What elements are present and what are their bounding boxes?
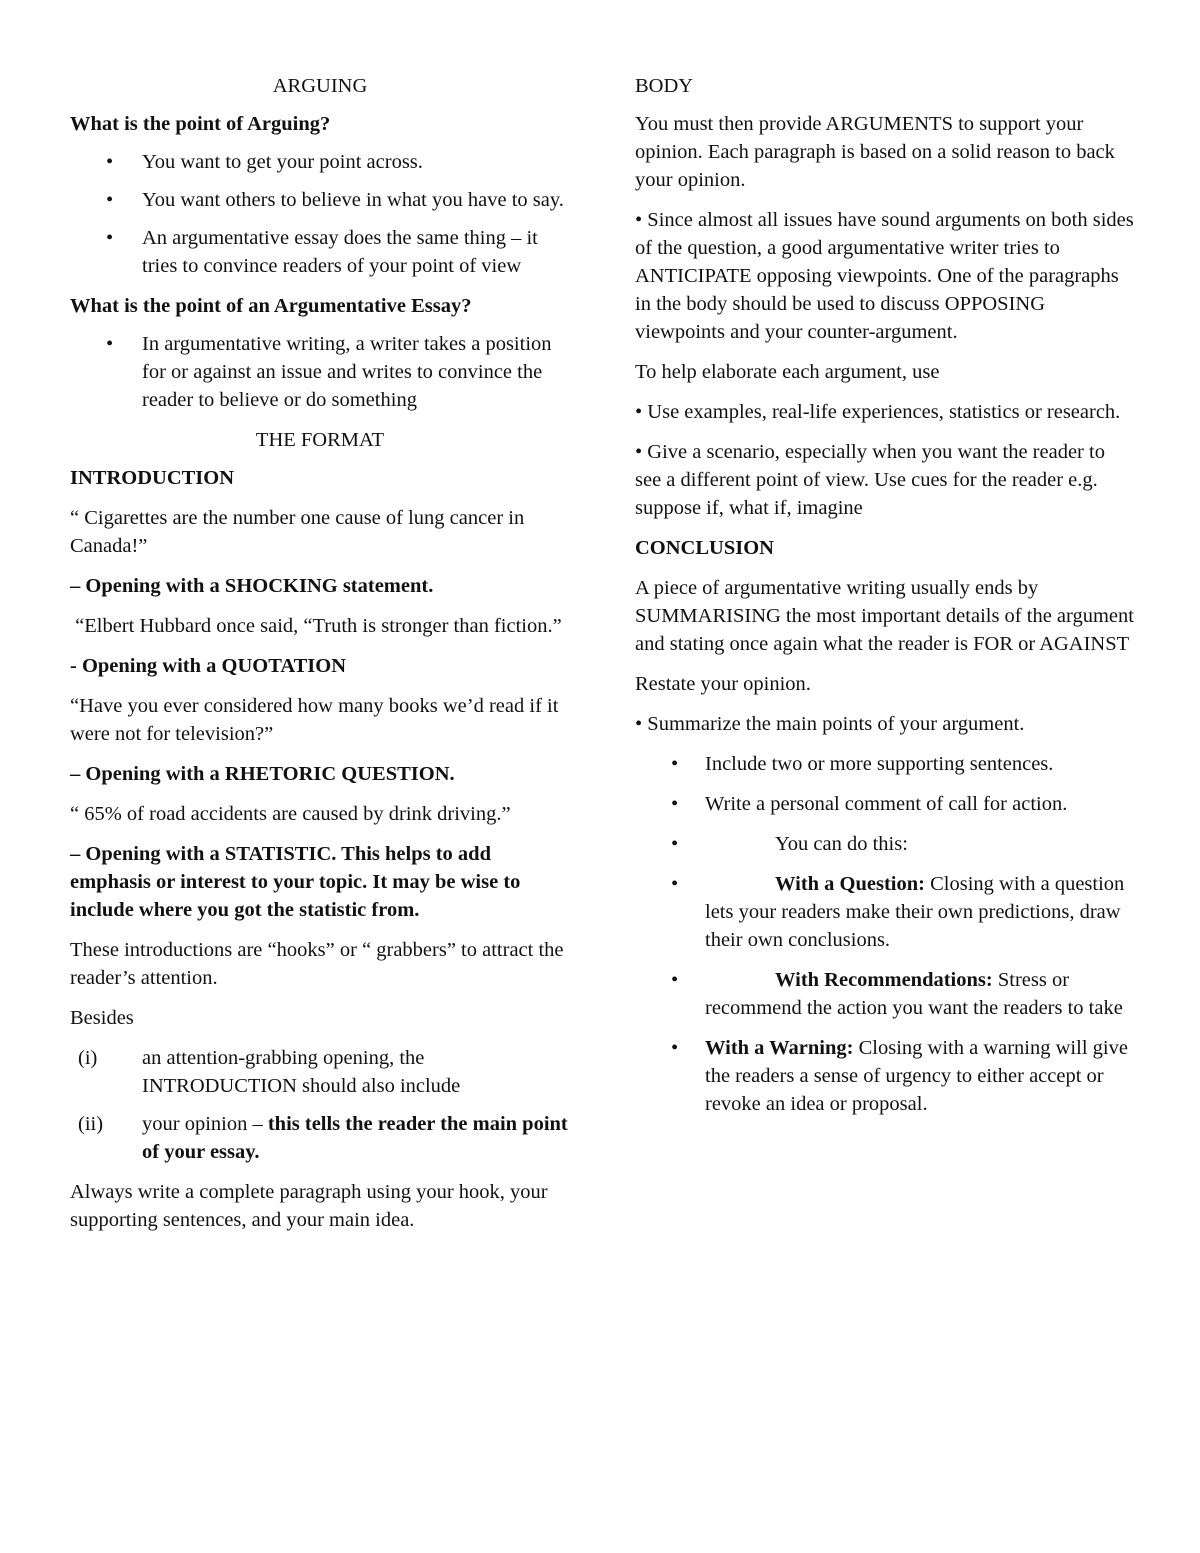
list-item: • You want to get your point across. bbox=[70, 148, 570, 176]
question-essay: What is the point of an Argumentative Essay? bbox=[70, 295, 472, 317]
question-arguing: What is the point of Arguing? bbox=[70, 113, 331, 135]
body-paragraph: • Use examples, real-life experiences, statistics or research. bbox=[635, 401, 1121, 423]
example-rhetoric: “Have you ever considered how many books we’d read if it were not for television?” bbox=[70, 695, 559, 745]
bullet-icon: • bbox=[671, 753, 679, 775]
label-shocking: – Opening with a SHOCKING statement. bbox=[70, 575, 434, 597]
label-quotation: - Opening with a QUOTATION bbox=[70, 655, 347, 677]
intro-requirements-list bbox=[70, 1044, 570, 1166]
bullet-icon: • bbox=[671, 873, 679, 895]
right-column bbox=[635, 72, 1135, 1130]
conclusion-paragraph: Restate your opinion. bbox=[635, 673, 811, 695]
bullet-icon: • bbox=[671, 1037, 679, 1059]
list-item: • Include two or more supporting sentences. bbox=[635, 750, 1135, 778]
conclusion-paragraph: A piece of argumentative writing usually ends by SUMMARISING the most important details of the argument and stating once again what the reader is FOR or AGAINST bbox=[635, 577, 1134, 655]
list-item: • With Recommendations: Stress or recommend the action you want the readers to take bbox=[635, 966, 1135, 1022]
list-item: • With a Question: Closing with a question lets your readers make their own predictions, draw their own conclusions. bbox=[635, 870, 1135, 954]
example-quotation: “Elbert Hubbard once said, “Truth is stronger than fiction.” bbox=[70, 615, 562, 637]
list-item: (i) an attention-grabbing opening, the INTRODUCTION should also include bbox=[70, 1044, 570, 1100]
format-title: THE FORMAT bbox=[255, 429, 385, 451]
example-shocking: “ Cigarettes are the number one cause of lung cancer in Canada!” bbox=[70, 507, 525, 557]
list-item: • You want others to believe in what you have to say. bbox=[70, 186, 570, 214]
label-statistic: – Opening with a STATISTIC. This helps to add emphasis or interest to your topic. It may be wise to include where you got the statistic from. bbox=[70, 843, 521, 921]
body-paragraph: You must then provide ARGUMENTS to support your opinion. Each paragraph is based on a solid reason to back your opinion. bbox=[635, 113, 1115, 191]
doc-title: ARGUING bbox=[272, 75, 368, 97]
bullet-icon: • bbox=[671, 793, 679, 815]
list-item: • With a Warning: Closing with a warning will give the readers a sense of urgency to either accept or revoke an idea or proposal. bbox=[635, 1034, 1135, 1118]
bullet-icon: • bbox=[106, 333, 114, 355]
body-heading: BODY bbox=[635, 75, 694, 97]
body-paragraph: • Give a scenario, especially when you want the reader to see a different point of view. Use cues for the reader e.g. suppose if, what if, imagine bbox=[635, 441, 1105, 519]
arguing-list bbox=[70, 148, 570, 280]
introduction-heading: INTRODUCTION bbox=[70, 467, 235, 489]
bullet-icon: • bbox=[671, 833, 679, 855]
besides-text: Besides bbox=[70, 1007, 134, 1029]
body-paragraph: To help elaborate each argument, use bbox=[635, 361, 940, 383]
label-rhetoric: – Opening with a RHETORIC QUESTION. bbox=[70, 763, 455, 785]
bullet-icon: • bbox=[106, 151, 114, 173]
left-column bbox=[70, 72, 570, 1246]
conclusion-paragraph: • Summarize the main points of your argument. bbox=[635, 713, 1025, 735]
roman-numeral: (i) bbox=[78, 1047, 98, 1069]
list-item: • You can do this: bbox=[635, 830, 1135, 858]
closing-paragraph: Always write a complete paragraph using your hook, your supporting sentences, and your main idea. bbox=[70, 1181, 548, 1231]
hooks-paragraph: These introductions are “hooks” or “ grabbers” to attract the reader’s attention. bbox=[70, 939, 564, 989]
example-statistic: “ 65% of road accidents are caused by drink driving.” bbox=[70, 803, 511, 825]
list-item: (ii) your opinion – this tells the reader the main point of your essay. bbox=[70, 1110, 570, 1166]
bullet-icon: • bbox=[106, 189, 114, 211]
list-item: • In argumentative writing, a writer takes a position for or against an issue and writes to convince the reader to believe or do something bbox=[70, 330, 570, 414]
body-paragraph: • Since almost all issues have sound arguments on both sides of the question, a good argumentative writer tries to ANTICIPATE opposing viewpoints. One of the paragraphs in the body should be used to discuss OPPOSING viewpoints and your counter-argument. bbox=[635, 209, 1134, 343]
list-item: • Write a personal comment of call for action. bbox=[635, 790, 1135, 818]
list-item: • An argumentative essay does the same thing – it tries to convince readers of your point of view bbox=[70, 224, 570, 280]
roman-numeral: (ii) bbox=[78, 1113, 104, 1135]
conclusion-heading: CONCLUSION bbox=[635, 537, 774, 559]
bullet-icon: • bbox=[106, 227, 114, 249]
bullet-icon: • bbox=[671, 969, 679, 991]
essay-list bbox=[70, 330, 570, 414]
